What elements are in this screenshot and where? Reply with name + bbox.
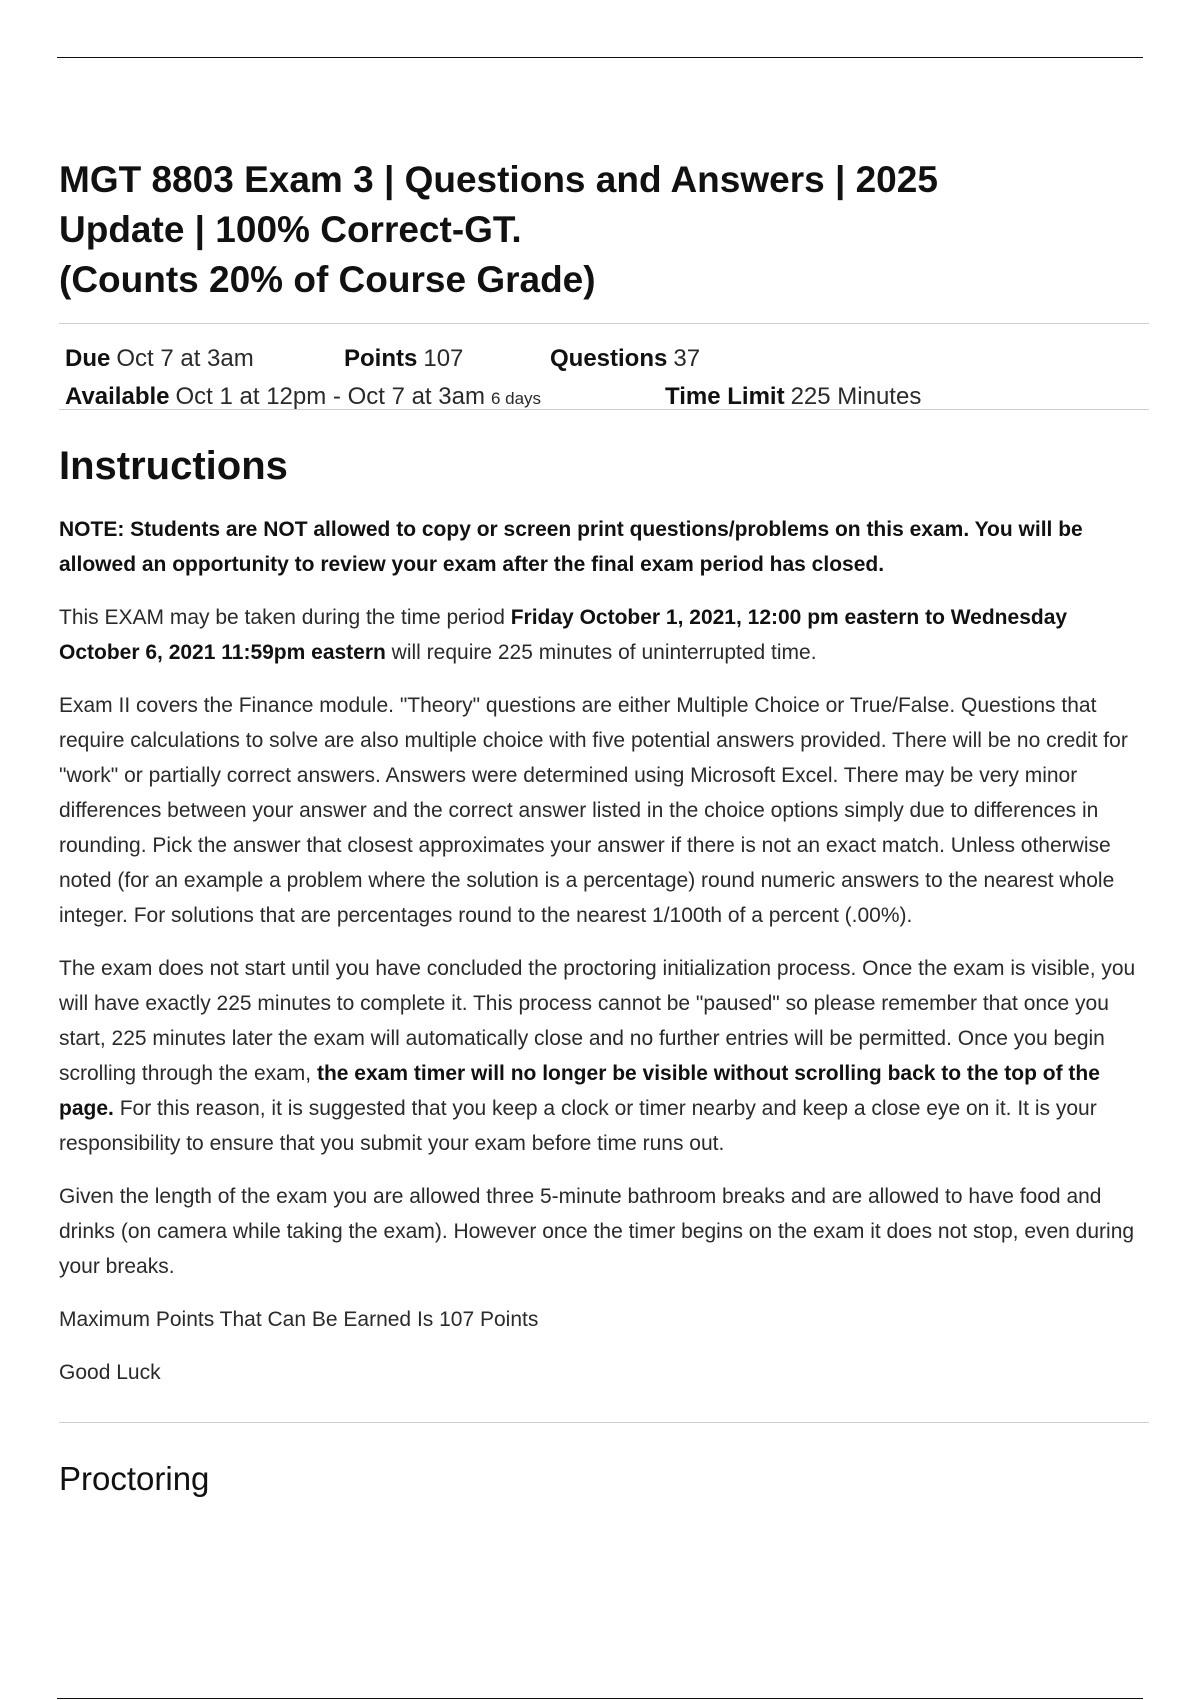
bottom-rule xyxy=(57,1698,1143,1699)
proctoring-heading: Proctoring xyxy=(59,1460,210,1497)
instructions-paragraph-4: Given the length of the exam you are allowed three 5-minute bathroom breaks and are allowed to have food and drinks (on camera while taking the exam). However once the timer begins on the exam it does not stop, even during your breaks. xyxy=(59,1185,1135,1278)
points-detail xyxy=(344,340,550,378)
title-line-2: Update | 100% Correct-GT. xyxy=(59,209,522,250)
instructions-note: NOTE: Students are NOT allowed to copy or screen print questions/problems on this exam. You will be allowed an opportunity to review your exam after the final exam period has closed. xyxy=(59,518,1083,576)
questions-detail xyxy=(550,340,700,378)
p1-text-a: This EXAM may be taken during the time period xyxy=(59,606,511,629)
available-detail xyxy=(65,378,665,418)
questions-value: 37 xyxy=(673,345,701,372)
instructions-paragraph-5: Maximum Points That Can Be Earned Is 107 Points xyxy=(59,1308,539,1331)
p3-text-a: The exam does not start until you have concluded the proctoring initialization process. Once the exam is visible, you will have exactly 225 minutes to complete it. This process cannot be "paused" so please remember that once you start, 225 minutes later the exam will automatically close and no further entries will be permitted. Once you begin scrolling through the exam, xyxy=(59,957,1136,1085)
due-value: Oct 7 at 3am xyxy=(116,345,254,372)
instructions-divider xyxy=(59,1422,1149,1423)
details-row-1 xyxy=(65,340,1149,378)
time-limit-label: Time Limit xyxy=(665,383,785,410)
p1-exam-period: Friday October 1, 2021, 12:00 pm eastern to Wednesday October 6, 2021 11:59pm eastern xyxy=(59,606,1068,664)
available-duration: 6 days xyxy=(490,389,542,408)
due-detail xyxy=(65,340,344,378)
exam-page xyxy=(59,155,1149,1499)
p3-timer-warning: the exam timer will no longer be visible without scrolling back to the top of the page. xyxy=(59,1062,1100,1120)
points-label: Points xyxy=(344,345,418,372)
due-label: Due xyxy=(65,345,111,372)
exam-details xyxy=(59,324,1149,409)
p3-text-c: For this reason, it is suggested that you keep a clock or timer nearby and keep a close eye on it. It is your responsibility to ensure that you submit your exam before time runs out. xyxy=(59,1097,1097,1155)
time-limit-value: 225 Minutes xyxy=(790,383,922,410)
time-limit-detail xyxy=(665,378,921,416)
title-line-3: (Counts 20% of Course Grade) xyxy=(59,259,596,300)
top-rule xyxy=(57,57,1143,58)
instructions-paragraph-2: Exam II covers the Finance module. "Theory" questions are either Multiple Choice or True/False. Questions that require calculations to solve are also multiple choice with five potential answers provided. There will be no credit for "work" or partially correct answers. Answers were determined using Microsoft Excel. There may be very minor differences between your answer and the correct answer listed in the choice options simply due to differences in rounding. Pick the answer that closest approximates your answer if there is not an exact match. Unless otherwise noted (for an example a problem where the solution is a percentage) round numeric answers to the nearest whole integer. For solutions that are percentages round to the nearest 1/100th of a percent (.00%). xyxy=(59,694,1128,927)
title-line-1: MGT 8803 Exam 3 | Questions and Answers | 2025 xyxy=(59,159,938,200)
page-title xyxy=(59,155,1149,305)
points-value: 107 xyxy=(423,345,464,372)
available-label: Available xyxy=(65,383,170,410)
instructions-heading: Instructions xyxy=(59,444,288,488)
p1-text-c: will require 225 minutes of uninterrupted time. xyxy=(385,641,817,664)
available-value: Oct 1 at 12pm - Oct 7 at 3am xyxy=(175,383,485,410)
instructions-paragraph-3 xyxy=(59,951,1149,1161)
instructions-paragraph-1 xyxy=(59,600,1149,670)
details-row-2 xyxy=(65,378,1149,418)
instructions-paragraph-6: Good Luck xyxy=(59,1361,161,1384)
questions-label: Questions xyxy=(550,345,668,372)
